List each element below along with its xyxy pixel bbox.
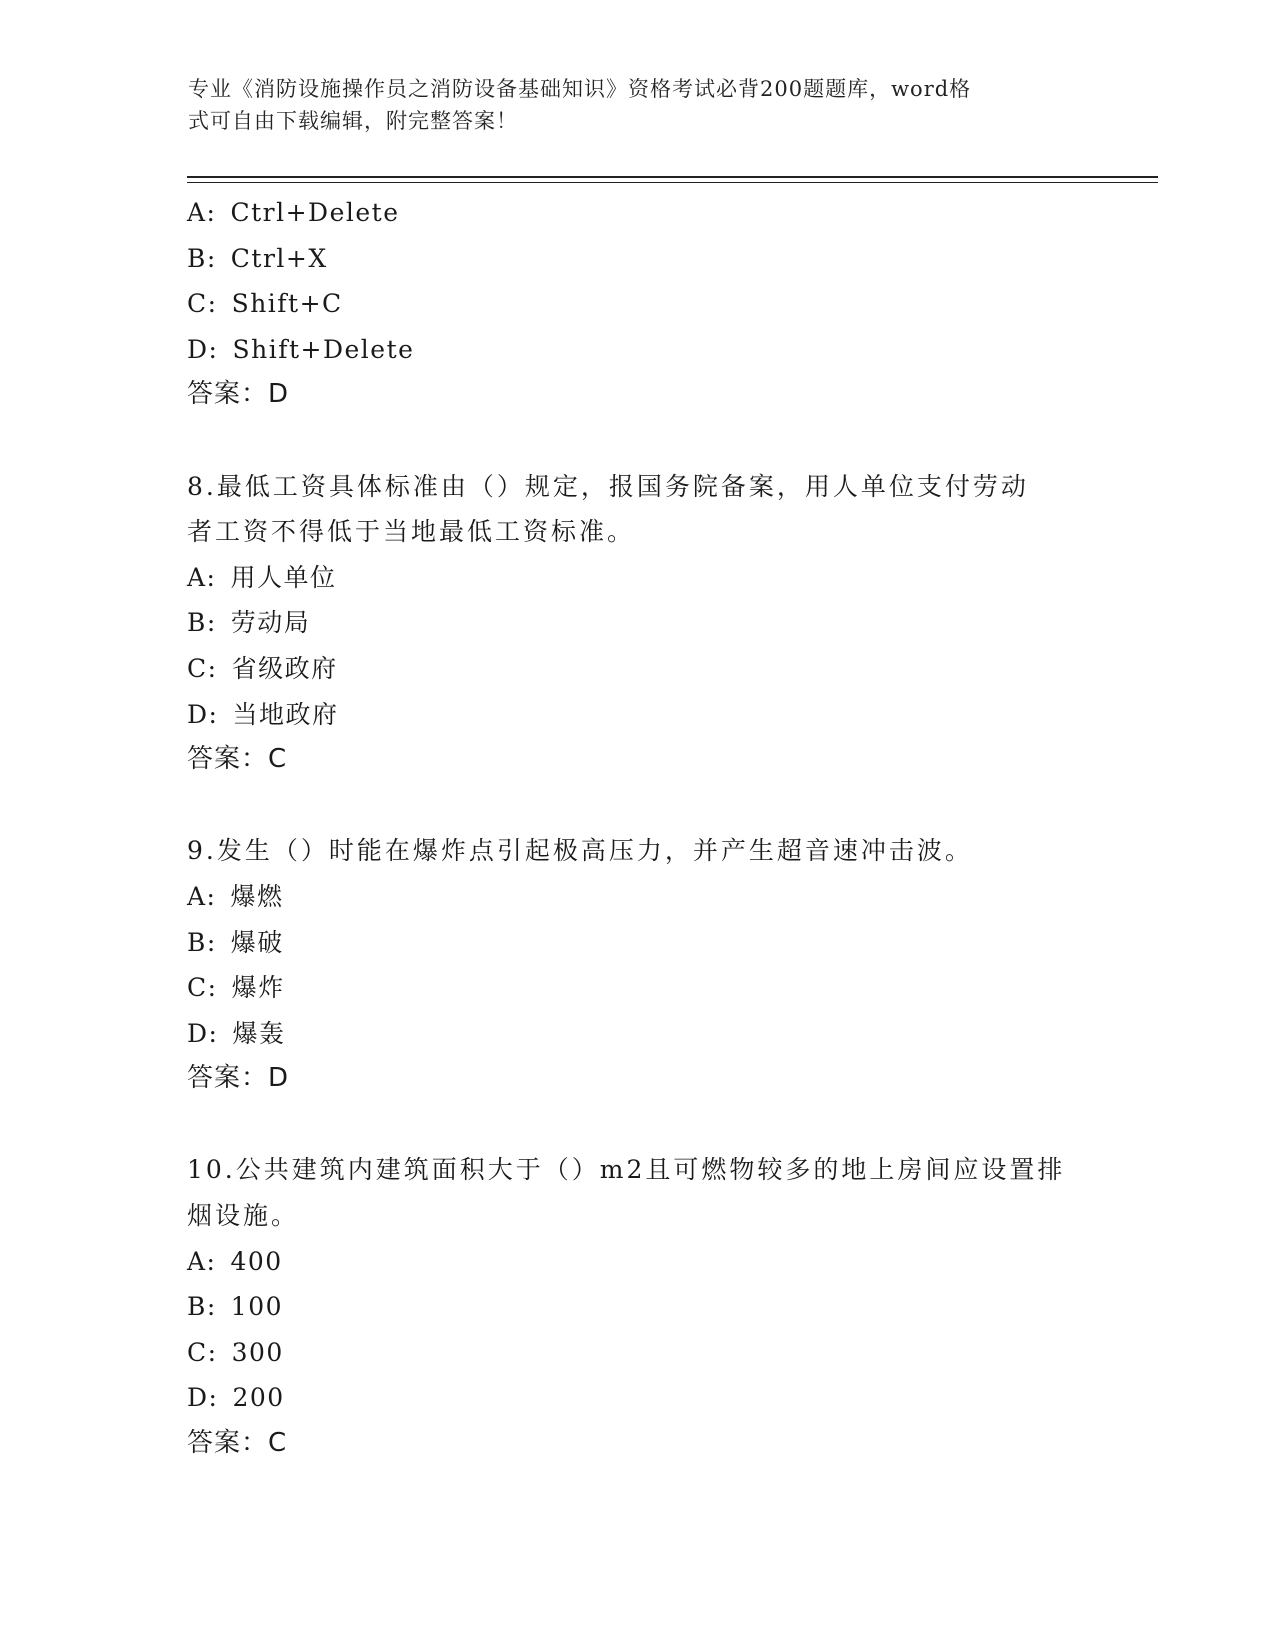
option-letter: D: [187, 1018, 219, 1048]
question-text-line: 8.最低工资具体标准由（）规定，报国务院备案，用人单位支付劳动 [187, 471, 1029, 501]
option-text: Ctrl+X [230, 243, 328, 273]
option-letter: C: [187, 289, 218, 319]
option-d [187, 327, 1147, 373]
option-b [187, 236, 1147, 282]
option-letter: B: [187, 927, 217, 957]
question-text-line: 9.发生（）时能在爆炸点引起极高压力，并产生超音速冲击波。 [187, 836, 973, 866]
option-text: 劳动局 [230, 608, 311, 638]
option-d [187, 1375, 1147, 1421]
option-letter: A: [187, 562, 217, 592]
option-text: 爆炸 [231, 973, 285, 1003]
option-letter: C: [187, 653, 218, 683]
option-text: Ctrl+Delete [230, 198, 400, 227]
option-letter: A: [187, 198, 217, 227]
answer-line: 答案：D [187, 1063, 290, 1094]
option-c [187, 1330, 1147, 1376]
option-text: 100 [230, 1292, 284, 1322]
option-b [187, 600, 1147, 646]
option-c [187, 965, 1147, 1011]
option-text: 省级政府 [231, 653, 338, 683]
option-text: 400 [230, 1246, 283, 1276]
answer-line: 答案：D [187, 379, 290, 410]
option-letter: D: [187, 1383, 219, 1413]
option-c [187, 646, 1147, 692]
option-letter: A: [187, 881, 217, 911]
option-a [187, 874, 1147, 920]
option-a [187, 555, 1147, 601]
option-letter: B: [187, 1292, 217, 1322]
option-b [187, 920, 1147, 966]
option-text: 爆破 [230, 927, 284, 957]
option-d [187, 1011, 1147, 1057]
option-text: Shift+C [231, 289, 343, 319]
header-rule-thin [187, 182, 1158, 183]
option-letter: B: [187, 243, 217, 273]
option-text: 200 [232, 1383, 285, 1413]
option-c [187, 281, 1147, 327]
answer-line: 答案：C [187, 1428, 288, 1459]
option-a [187, 1239, 1147, 1285]
header-title-line-2: 式可自由下载编辑，附完整答案！ [188, 109, 518, 133]
option-text: 爆轰 [232, 1018, 286, 1048]
question-text-line: 烟设施。 [187, 1201, 300, 1231]
option-text: 300 [231, 1337, 284, 1367]
option-d [187, 692, 1147, 738]
question-list [187, 190, 1147, 1467]
header-rule-thick [187, 176, 1158, 178]
document-header [188, 73, 1088, 137]
option-letter: C: [187, 973, 218, 1003]
option-letter: A: [187, 1246, 217, 1276]
question-block-10 [187, 1147, 1147, 1466]
option-letter: C: [187, 1337, 218, 1367]
answer-line: 答案：C [187, 744, 288, 775]
option-text: 爆燃 [230, 881, 284, 911]
question-text-line: 10.公共建筑内建筑面积大于（）m2且可燃物较多的地上房间应设置排 [187, 1155, 1066, 1185]
option-letter: D: [187, 699, 219, 729]
question-text-line: 者工资不得低于当地最低工资标准。 [187, 517, 636, 547]
header-title-line-1: 专业《消防设施操作员之消防设备基础知识》资格考试必背200题题库，word格 [188, 77, 972, 101]
option-text: 用人单位 [230, 562, 337, 592]
option-a [187, 190, 1147, 236]
option-letter: B: [187, 608, 217, 638]
carryover-block [187, 190, 1147, 418]
option-text: Shift+Delete [232, 334, 415, 364]
question-block-9 [187, 828, 1147, 1102]
question-block-8 [187, 464, 1147, 783]
option-text: 当地政府 [232, 699, 339, 729]
option-b [187, 1284, 1147, 1330]
option-letter: D: [187, 334, 219, 364]
